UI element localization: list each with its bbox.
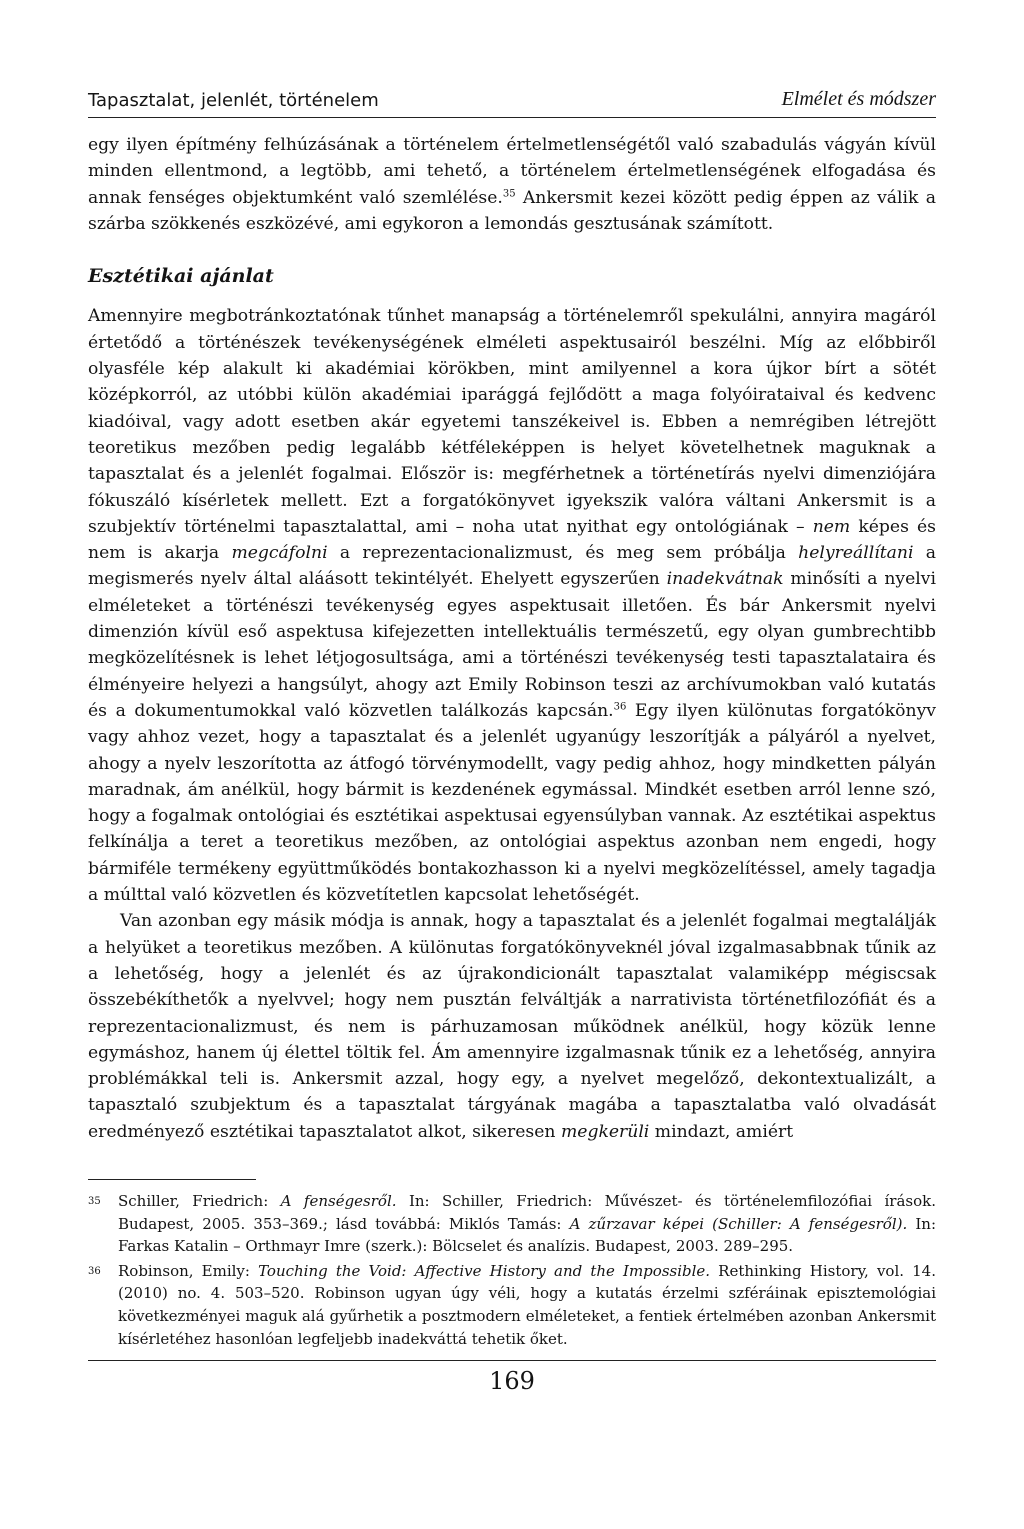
footnote-35 xyxy=(88,1190,936,1258)
running-header xyxy=(88,88,936,118)
footnote-number: 36 xyxy=(88,1265,101,1277)
footnotes xyxy=(88,1190,936,1350)
paragraph: Van azonban egy másik módja is annak, hogy a tapasztalat és a jelenlét fogalmai megtalálják a helyüket a teoretikus mezőben. A különutas forgatókönyveknél jóval izgalmasabbnak tűnik az a lehetőség, hogy a jelenlét és az újrakondicionált tapasztalat valamiképp mégiscsak összebékíthetők a nyelvvel; hogy nem pusztán felváltják a narrativista történetfilozófiát és a reprezentacionalizmust, és nem is párhuzamosan működnek anélkül, hogy közük lenne egymáshoz, hanem új élettel töltik fel. Ám amennyire izgalmasnak tűnik ez a lehetőség, annyira problémákkal teli is. Ankersmit azzal, hogy egy, a nyelvet megelőző, dekontextualizált, a tapasztaló szubjektum és a tapasztalat tárgyának magába a tapasztalatba való olvadását eredményező esztétikai tapasztalatot alkot, sikeresen megkerüli mindazt, amiért xyxy=(88,911,936,1142)
section-heading: Esztétikai ajánlat xyxy=(88,265,274,288)
paragraph-continued: egy ilyen építmény felhúzásának a történelem értelmetlenségétől való szabadulás vágyán kívül minden ellentmond, a legtöbb, ami tehető, a történelem értelmetlenségének elfogadása és annak fenséges objektumként való szemlélése.$^{35}$ Ankersmit kezei között pedig éppen az válik a szárba szökkenés eszközévé, ami egykoron a lemondás gesztusának számított. xyxy=(88,135,936,234)
footnote-number: 35 xyxy=(88,1195,101,1207)
bottom-divider xyxy=(88,1360,936,1361)
running-header-title: Tapasztalat, jelenlét, történelem xyxy=(88,90,379,111)
footnote-divider xyxy=(88,1179,256,1180)
running-header-section: Elmélet és módszer xyxy=(781,88,936,110)
footnote-36 xyxy=(88,1260,936,1350)
paragraph: Amennyire megbotránkoztatónak tűnhet manapság a történelemről spekulálni, annyira magáról értetődő a történészek tevékenységének elméleti aspektusairól beszélni. Míg az előbbiről olyasféle kép alakult ki akadémiai körökben, mint amilyennel a kora újkor bírt a sötét középkorról, az utóbbi külön akadémiai iparággá fejlődött a maga folyóirataival és kedvenc kiadóival, vagy adott esetben akár egyetemi tanszékeivel is. Ebben a nemrégiben létrejött teoretikus mezőben pedig legalább kétféleképpen is helyet követelhetnek maguknak a tapasztalat és a jelenlét fogalmai. Először is: megférhetnek a történetírás nyelvi dimenziójára fókuszáló kísérletek mellett. Ezt a forgatókönyvet igyekszik valóra váltani Ankersmit is a szubjektív történelmi tapasztalattal, ami – noha utat nyithat egy ontológiának – nem képes és nem is akarja megcáfolni a reprezentacionalizmust, és meg sem próbálja helyreállítani a megismerés nyelv által aláásott tekintélyét. Ehelyett egyszerűen inadekvátnak minősíti a nyelvi elméleteket a történészi tevékenység egyes aspektusait illetően. És bár Ankersmit nyelvi dimenzión kívül eső aspektusa kifejezetten intellektuális természetű, egy olyan gumbrechtibb megközelítésnek is lehet létjogosultsága, ami a történészi tevékenység testi tapasztalataira és élményeire helyezi a hangsúlyt, ahogy azt Emily Robinson teszi az archívumokban való kutatás és a dokumentumokkal való közvetlen találkozás kapcsán.$^{36}$ Egy ilyen különutas forgatókönyv vagy ahhoz vezet, hogy a tapasztalat és a jelenlét ugyanúgy leszorítják a pályáról a nyelvet, ahogy a nyelv leszorította az átfogó törvénymodellt, vagy pedig ahhoz, hogy mindketten pályán maradnak, ám anélkül, hogy bármit is kezdenének egymással. Mindkét esetben arról lenne szó, hogy a fogalmak ontológiai és esztétikai aspektusai egyensúlyban vannak. Az esztétikai aspektus felkínálja a teret a teoretikus mezőben, az ontológiai aspektus azonban nem engedi, hogy bármiféle termékeny együttműködés bontakozhasson ki a nyelvi megközelítéssel, amely tagadja a múlttal való közvetlen és közvetítetlen kapcsolat lehetőségét. xyxy=(88,306,936,906)
footnote-text: Robinson, Emily: Touching the Void: Affective History and the Impossible. Rethinking History, vol. 14. (2010) no. 4. 503–520. Robinson ugyan úgy véli, hogy a kutatás érzelmi szféráinak episztemológiai következményei maguk alá gyűrhetik a posztmodern elméleteket, a fentiek értelmében azonban Ankersmit kísérletéhez hasonlóan legfeljebb inadekváttá tehetik őket. xyxy=(118,1261,936,1348)
main-text xyxy=(88,132,936,1145)
footnote-ref-35[interactable]: 35 xyxy=(502,187,516,199)
footnote-ref-36[interactable]: 36 xyxy=(613,701,627,713)
page-number: 169 xyxy=(489,1367,535,1396)
book-page xyxy=(88,88,936,1395)
footnote-text: Schiller, Friedrich: A fenségesről. In: Schiller, Friedrich: Művészet- és történelemfilozófiai írások. Budapest, 2005. 353–369.; lásd továbbá: Miklós Tamás: A zűrzavar képei (Schiller: A fenségesről). In: Farkas Katalin – Orthmayr Imre (szerk.): Bölcselet és analízis. Budapest, 2003. 289–295. xyxy=(118,1191,936,1256)
